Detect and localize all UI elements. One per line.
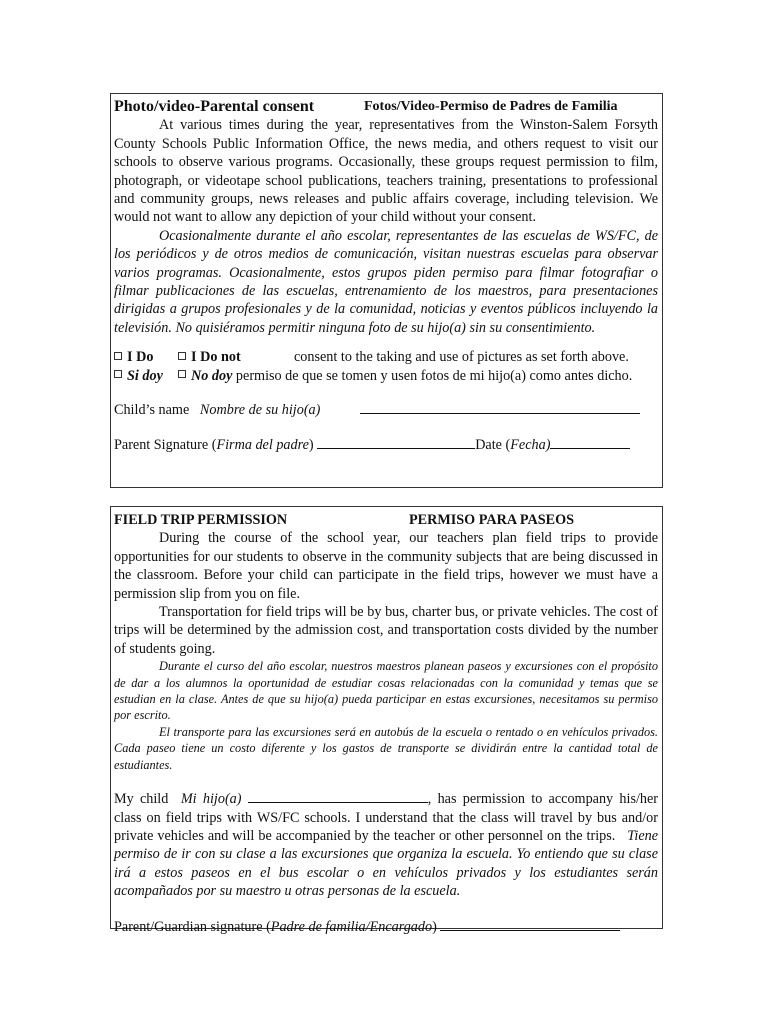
guardian-signature-row: Parent/Guardian signature ( Padre de familia/Encargado ) <box>114 918 658 936</box>
parent-signature-label-es: Firma del padre <box>216 436 309 453</box>
child-name-row <box>114 401 658 419</box>
field-trip-paragraph-2: Transportation for field trips will be by bus, charter bus, or private vehicles. The cost of trips will be determined by the admission cost, and transportation costs divided by the number of students going. <box>114 604 658 657</box>
field-trip-section <box>110 506 663 935</box>
checkbox-icon[interactable] <box>178 370 186 378</box>
guardian-signature-label: Parent/Guardian signature ( <box>114 918 271 935</box>
photo-consent-section <box>110 93 663 488</box>
photo-paragraph-es: Ocasionalmente durante el año escolar, representantes de las escuelas de WS/FC, de los periódicos y de otros medios de comunicación, visitan nuestras escuelas para observar varios programas. Ocasionalmente, estos grupos piden permiso para filmar fotografiar o filmar publicaciones de las escuelas, entrenamiento de los maestros, para presentaciones dirigidas a grupos profesionales y de la comunidad, noticias y eventos públicos incluyendo la televisión. No quisiéramos permitir ninguna foto de su hijo(a) sin su consentimiento. <box>114 227 658 336</box>
checkbox-icon[interactable] <box>114 352 122 360</box>
child-name-label: Child’s name <box>114 402 190 419</box>
checkbox-icon[interactable] <box>114 370 122 378</box>
consent-text-es: permiso de que se tomen y usen fotos de mi hijo(a) como antes dicho. <box>232 367 633 384</box>
date-field[interactable] <box>550 436 630 449</box>
parent-signature-field[interactable] <box>317 436 475 449</box>
consent-options-en <box>114 348 658 366</box>
photo-title-es: Fotos/Video-Permiso de Padres de Familia <box>364 99 618 114</box>
guardian-signature-label-es: Padre de familia/Encargado <box>270 918 433 935</box>
option-i-do-not[interactable]: I Do not <box>178 348 294 366</box>
field-trip-title-en: FIELD TRIP PERMISSION <box>114 512 288 528</box>
date-label-es: Fecha) <box>510 436 551 453</box>
consent-options-es <box>114 367 658 385</box>
permission-statement-es: Tiene permiso de ir con su clase a las excursiones que organiza la escuela. Yo entiendo que su clase irá a estos paseos en el bus escolar o en vehículos privados y los estudiantes serán acompañados por su maestro u otras personas de la escuela. <box>114 827 659 900</box>
date-label: Date ( <box>475 436 511 453</box>
field-trip-paragraph-4-es: El transporte para las excursiones será en autobús de la escuela o rentado o en vehículos privados. Cada paseo tiene un costo diferente y los gastos de transporte se dividirán entre la cantidad total de estudiantes. <box>114 724 658 772</box>
child-name-field[interactable] <box>360 401 640 414</box>
photo-paragraph-en: At various times during the year, representatives from the Winston-Salem Forsyth County Schools Public Information Office, the news media, and others request to visit our schools to observe various programs. Occasionally, these groups request permission to film, photograph, or videotape school publications, teachers training, presentations to professional and community groups, news releases and public affairs coverage, including television. We would not want to allow any depiction of your child without your consent. <box>114 117 658 226</box>
field-trip-paragraph-1: During the course of the school year, our teachers plan field trips to provide opportunities for our students to observe in the community subjects that are being discussed in the classroom. Before your child can participate in the field trips, however we must have a permission slip from you on file. <box>114 530 658 602</box>
guardian-signature-field[interactable] <box>440 918 620 931</box>
field-trip-header <box>114 511 658 529</box>
field-trip-title-es: PERMISO PARA PASEOS <box>409 512 575 528</box>
option-si-doy[interactable]: Si doy <box>114 367 178 385</box>
option-no-doy[interactable]: No doy permiso de que se tomen y usen fotos de mi hijo(a) como antes dicho. <box>178 367 632 385</box>
option-i-do[interactable]: I Do <box>114 348 178 366</box>
my-child-label-es: Mi hijo(a) <box>180 791 242 808</box>
parent-signature-label: Parent Signature ( <box>114 436 217 453</box>
my-child-name-field[interactable] <box>248 790 428 803</box>
permission-statement: My child Mi hijo(a) , has permission to accompany his/her class on field trips with WS/FC schools. I understand that the class will travel by bus and/or private vehicles and will be accompanied by the teacher or other personnel on the trips. Tiene permiso de ir con su clase a las excursiones que organiza la escuela. Yo entiendo que su clase irá a estos paseos en el bus escolar o en vehículos privados y los estudiantes serán acompañados por su maestro u otras personas de la escuela. <box>114 791 659 900</box>
child-name-label-es: Nombre de su hijo(a) <box>199 402 321 419</box>
consent-text-en: consent to the taking and use of pictures as set forth above. <box>294 349 629 366</box>
field-trip-paragraph-3-es: Durante el curso del año escolar, nuestros maestros planean paseos y excursiones con el propósito de dar a los alumnos la oportunidad de estudiar cosas relacionadas con la comunidad y temas que se estudian en la clase. Antes de que su hijo(a) pueda participar en estas excursiones, necesitamos su permiso por escrito. <box>114 659 658 723</box>
photo-title-en: Photo/video-Parental consent <box>114 98 315 115</box>
parent-signature-row: Parent Signature ( Firma del padre ) Date ( Fecha) <box>114 436 658 454</box>
photo-consent-header <box>114 98 658 116</box>
checkbox-icon[interactable] <box>178 352 186 360</box>
